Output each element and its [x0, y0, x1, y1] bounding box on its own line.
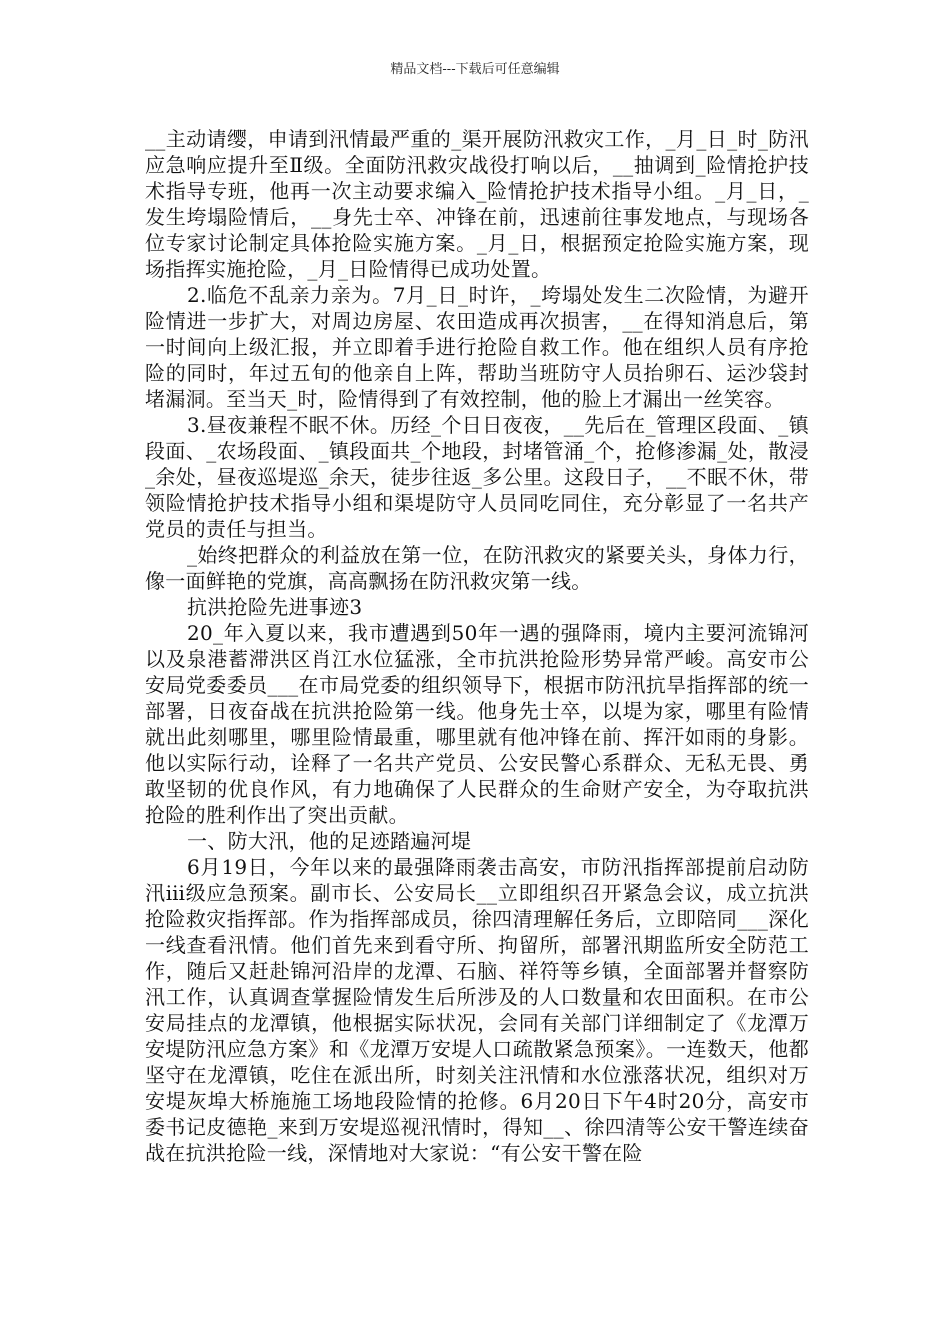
subheading-1: 一、防大汛，他的足迹踏遍河堤: [187, 829, 472, 853]
section-heading-3: 抗洪抢险先进事迹3: [187, 595, 363, 619]
page-header: 精品文档---下载后可任意编辑: [390, 62, 560, 77]
paragraph-4: _始终把群众的利益放在第一位，在防汛救灾的紧要关头，身体力行，像一面鲜艳的党旗，高高飘扬在防汛救灾第一线。: [145, 543, 809, 593]
paragraph-1: __主动请缨，申请到汛情最严重的_渠开展防汛救灾工作，_月_日_时_防汛应急响应提升至Ⅱ级。全面防汛救灾战役打响以后，__抽调到_险情抢护技术指导专班，他再一次主动要求编入_险情抢护技术指导小组。_月_日，_发生垮塌险情后，__身先士卒、冲锋在前，迅速前往事发地点，与现场各位专家讨论制定具体抢险实施方案。_月_日，根据预定抢险实施方案，现场指挥实施抢险，_月_日险情得已成功处置。: [145, 127, 809, 281]
paragraph-2: 2.临危不乱亲力亲为。7月_日_时许，_垮塌处发生二次险情，为避开险情进一步扩大，对周边房屋、农田造成再次损害，__在得知消息后，第一时间向上级汇报，并立即着手进行抢险自救工作。他在组织人员有序抢险的同时，年过五旬的他亲自上阵，帮助当班防守人员抬卵石、运沙袋封堵漏洞。至当天_时，险情得到了有效控制，他的脸上才漏出一丝笑容。: [145, 283, 809, 411]
paragraph-6: 6月19日，今年以来的最强降雨袭击高安，市防汛指挥部提前启动防汛ⅲ级应急预案。副市长、公安局长__立即组织召开紧急会议，成立抗洪抢险救灾指挥部。作为指挥部成员，徐四清理解任务后，立即陪同___深化一线查看汛情。他们首先来到看守所、拘留所，部署汛期监所安全防范工作，随后又赶赴锦河沿岸的龙潭、石脑、祥符等乡镇，全面部署并督察防汛工作，认真调查掌握险情发生后所涉及的人口数量和农田面积。在市公安局挂点的龙潭镇，他根据实际状况，会同有关部门详细制定了《龙潭万安堤防汛应急方案》和《龙潭万安堤人口疏散紧急预案》。一连数天，他都坚守在龙潭镇，吃住在派出所，时刻关注汛情和水位涨落状况，组织对万安堤灰埠大桥施施工场地段险情的抢修。6月20日下午4时20分，高安市委书记皮德艳_来到万安堤巡视汛情时，得知__、徐四清等公安干警连续奋战在抗洪抢险一线，深情地对大家说：“有公安干警在险: [145, 855, 809, 1165]
paragraph-3: 3.昼夜兼程不眠不休。历经_个日日夜夜，__先后在_管理区段面、_镇段面、_农场段面、_镇段面共_个地段，封堵管涌_个，抢修渗漏_处，散浸_余处，昼夜巡堤巡_余天，徒步往返_多公里。这段日子，__不眠不休，带领险情抢护技术指导小组和渠堤防守人员同吃同住，充分彰显了一名共产党员的责任与担当。: [145, 413, 809, 541]
paragraph-5: 20_年入夏以来，我市遭遇到50年一遇的强降雨，境内主要河流锦河以及泉港蓄滞洪区肖江水位猛涨，全市抗洪抢险形势异常严峻。高安市公安局党委委员___在市局党委的组织领导下，根据市防汛抗旱指挥部的统一部署，日夜奋战在抗洪抢险第一线。他身先士卒，以堤为家，哪里有险情就出此刻哪里，哪里险情最重，哪里就有他冲锋在前、挥汗如雨的身影。他以实际行动，诠释了一名共产党员、公安民警心系群众、无私无畏、勇敢坚韧的优良作风，有力地确保了人民群众的生命财产安全，为夺取抗洪抢险的胜利作出了突出贡献。: [145, 621, 809, 827]
document-body: [145, 126, 809, 1166]
